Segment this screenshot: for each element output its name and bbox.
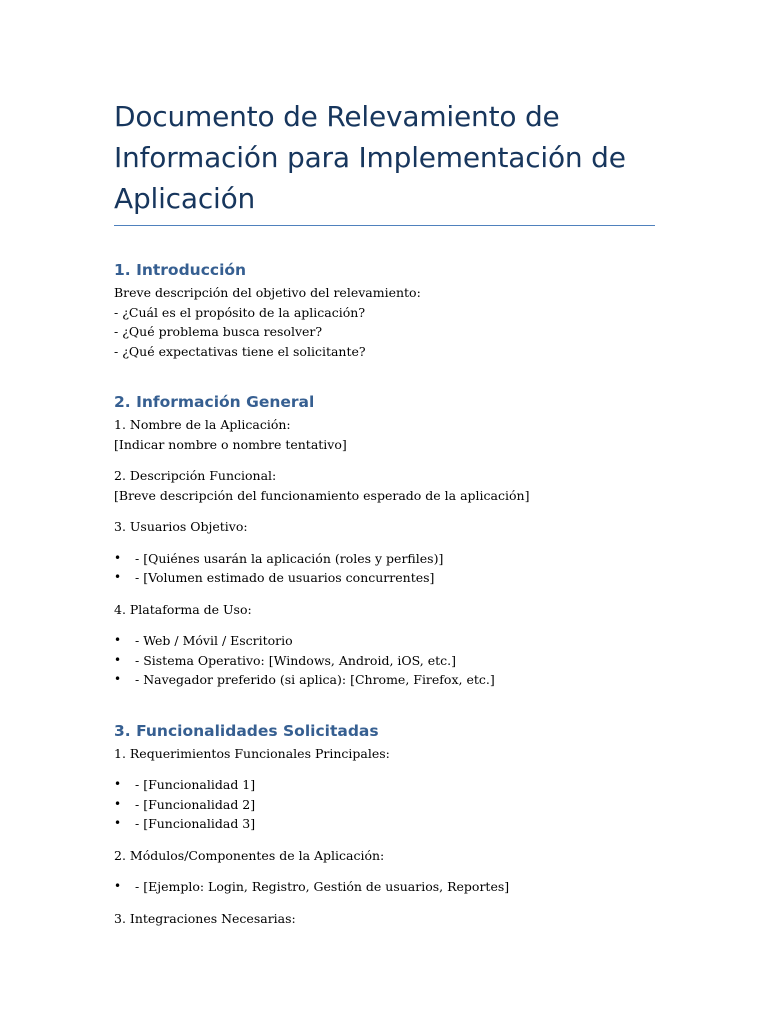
title-line: Aplicación: [114, 182, 256, 215]
list-item-text: - Navegador preferido (si aplica): [Chrome, Firefox, etc.]: [135, 672, 495, 687]
list-item: [114, 814, 655, 834]
title-line: Documento de Relevamiento de: [114, 100, 560, 133]
intro-line: Breve descripción del objetivo del relevamiento:: [114, 285, 421, 300]
target-users-label: 3. Usuarios Objetivo:: [114, 519, 248, 534]
list-item-text: - [Funcionalidad 1]: [135, 777, 256, 792]
bullet-icon: •: [114, 570, 122, 584]
list-item: [114, 775, 655, 795]
app-name-value: [Indicar nombre o nombre tentativo]: [114, 436, 347, 452]
intro-paragraph: [114, 283, 655, 361]
list-item-text: - [Volumen estimado de usuarios concurrentes]: [135, 570, 435, 585]
list-item-text: - [Quiénes usarán la aplicación (roles y perfiles)]: [135, 550, 444, 566]
bullet-icon: •: [114, 633, 122, 647]
bullet-icon: •: [114, 672, 122, 686]
modules-list: [114, 877, 655, 897]
intro-line: - ¿Cuál es el propósito de la aplicación?: [114, 304, 366, 320]
app-name-block: [114, 415, 655, 454]
bullet-icon: •: [114, 816, 122, 830]
app-name-label: 1. Nombre de la Aplicación:: [114, 417, 291, 432]
bullet-icon: •: [114, 652, 122, 667]
platform-label: 4. Plataforma de Uso:: [114, 601, 252, 617]
list-item-text: - [Ejemplo: Login, Registro, Gestión de usuarios, Reportes]: [135, 879, 510, 894]
functional-description-block: [114, 466, 655, 505]
list-item: [114, 795, 655, 815]
intro-line: - ¿Qué problema busca resolver?: [114, 324, 323, 339]
document-title: [114, 96, 655, 219]
section-heading-introduccion: 1. Introducción: [114, 261, 247, 279]
list-item: [114, 568, 655, 588]
list-item: [114, 670, 655, 690]
bullet-icon: •: [114, 796, 122, 811]
title-line: Información para Implementación de: [114, 141, 626, 174]
list-item: [114, 549, 655, 569]
functional-description-value: [Breve descripción del funcionamiento esperado de la aplicación]: [114, 487, 530, 503]
list-item: [114, 651, 655, 671]
bullet-icon: •: [114, 550, 122, 565]
bullet-icon: •: [114, 777, 122, 791]
list-item-text: - Sistema Operativo: [Windows, Android, iOS, etc.]: [135, 652, 456, 668]
requirements-list: [114, 775, 655, 834]
requirements-label: 1. Requerimientos Funcionales Principales:: [114, 745, 390, 761]
list-item: [114, 877, 655, 897]
modules-label: 2. Módulos/Componentes de la Aplicación:: [114, 847, 385, 863]
list-item-text: - [Funcionalidad 3]: [135, 816, 256, 831]
list-item-text: - [Funcionalidad 2]: [135, 796, 256, 812]
section-heading-informacion-general: 2. Información General: [114, 393, 315, 411]
intro-line: - ¿Qué expectativas tiene el solicitante?: [114, 343, 366, 359]
list-item-text: - Web / Móvil / Escritorio: [135, 633, 293, 648]
list-item: [114, 631, 655, 651]
integrations-label: 3. Integraciones Necesarias:: [114, 910, 296, 926]
title-underline-rule: [114, 225, 655, 226]
platform-list: [114, 631, 655, 690]
section-heading-funcionalidades: 3. Funcionalidades Solicitadas: [114, 721, 379, 740]
target-users-list: [114, 549, 655, 588]
document-content: [114, 96, 655, 928]
bullet-icon: •: [114, 879, 122, 893]
functional-description-label: 2. Descripción Funcional:: [114, 468, 277, 483]
